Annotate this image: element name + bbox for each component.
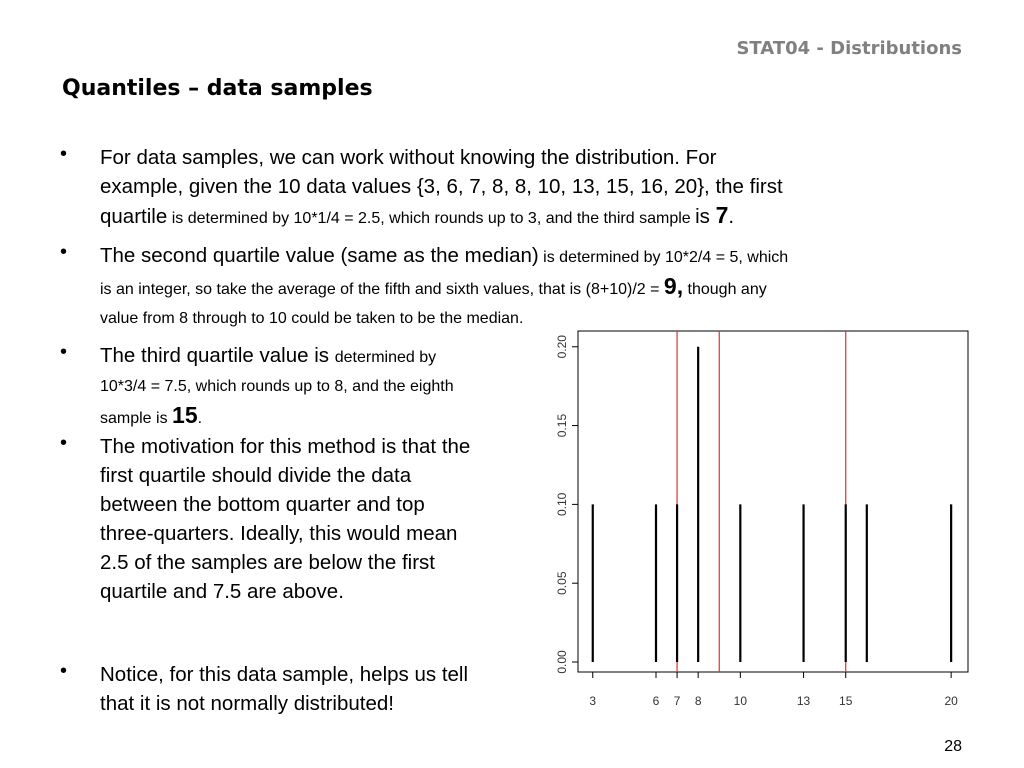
bullet-3-line-3 <box>100 401 570 433</box>
bullet-2-lead: The second quartile value (same as the median) <box>100 244 539 267</box>
y-tick-label: 0.20 <box>555 335 569 359</box>
bullet-2-line-1 <box>100 241 1010 272</box>
bullet-dot: • <box>60 432 68 454</box>
quartile-word: quartile <box>100 205 168 228</box>
bullet-dot: • <box>60 143 68 165</box>
bullet-3-small-text: determined by <box>334 349 437 366</box>
bullet-3-lead: The third quartile value is <box>100 344 335 367</box>
bullet-2-small-text: is determined by 10*2/4 = 5, which <box>538 249 789 266</box>
y-tick-label: 0.05 <box>555 571 569 595</box>
bullet-4-line-6: quartile and 7.5 are above. <box>100 580 344 603</box>
y-tick-label: 0.15 <box>555 413 569 438</box>
bullet-1-line-1: For data samples, we can work without knowing the distribution. For <box>100 146 717 169</box>
bullet-dot: • <box>60 660 68 682</box>
bullet-2-though: though any <box>683 281 767 298</box>
median-value: 9, <box>663 273 684 299</box>
x-tick-label: 20 <box>944 694 958 708</box>
x-tick-label: 3 <box>589 694 597 708</box>
x-tick-label: 6 <box>652 694 660 708</box>
bullet-dot: • <box>60 341 68 363</box>
third-quartile-value: 15 <box>172 402 198 428</box>
plot-frame <box>578 331 968 672</box>
bullet-5-line-1: Notice, for this data sample, helps us tell <box>100 663 469 686</box>
bullet-1-is: is <box>695 205 716 228</box>
bullet-3-period: . <box>197 410 203 427</box>
bullet-4-line-5: 2.5 of the samples are below the first <box>100 551 436 574</box>
page-number: 28 <box>944 738 962 755</box>
bullet-4-line-3: between the bottom quarter and top <box>100 493 425 516</box>
bullet-3-sample-is: sample is <box>100 410 173 427</box>
course-header: STAT04 - Distributions <box>736 38 962 59</box>
bullet-5-line-2: that it is not normally distributed! <box>100 692 394 715</box>
quantile-bar-chart <box>548 325 978 715</box>
y-tick-label: 0.10 <box>555 492 569 517</box>
bullet-2-line-2 <box>100 272 1010 304</box>
x-tick-label: 13 <box>796 694 811 708</box>
y-tick-label: 0.00 <box>555 650 569 674</box>
x-tick-label: 10 <box>733 694 748 708</box>
x-tick-label: 8 <box>694 694 702 708</box>
first-quartile-value: 7 <box>715 202 729 228</box>
x-tick-label: 15 <box>839 694 853 708</box>
bullet-4-line-2: first quartile should divide the data <box>100 464 412 487</box>
bullet-2-line-3: value from 8 through to 10 could be taken to be the median. <box>100 310 524 327</box>
bullet-1-small-text: is determined by 10*1/4 = 2.5, which rounds up to 3, and the third sample <box>167 210 696 227</box>
bullet-4-line-1: The motivation for this method is that the <box>100 435 471 458</box>
x-tick-label: 7 <box>673 694 681 708</box>
bullet-1-line-3 <box>100 201 1010 233</box>
bullet-4-line-4: three-quarters. Ideally, this would mean <box>100 522 458 545</box>
bullet-2-average-text: is an integer, so take the average of the fifth and sixth values, that is (8+10)/2 = <box>100 281 664 298</box>
bullet-dot: • <box>60 241 68 263</box>
bullet-1-line-2: example, given the 10 data values {3, 6, 7, 8, 8, 10, 13, 15, 16, 20}, the first <box>100 175 783 198</box>
bullet-1-period: . <box>728 205 735 228</box>
bullet-3-line-2: 10*3/4 = 7.5, which rounds up to 8, and the eighth <box>100 378 454 395</box>
bullet-3-line-1 <box>100 341 570 372</box>
slide-title: Quantiles – data samples <box>62 76 373 101</box>
